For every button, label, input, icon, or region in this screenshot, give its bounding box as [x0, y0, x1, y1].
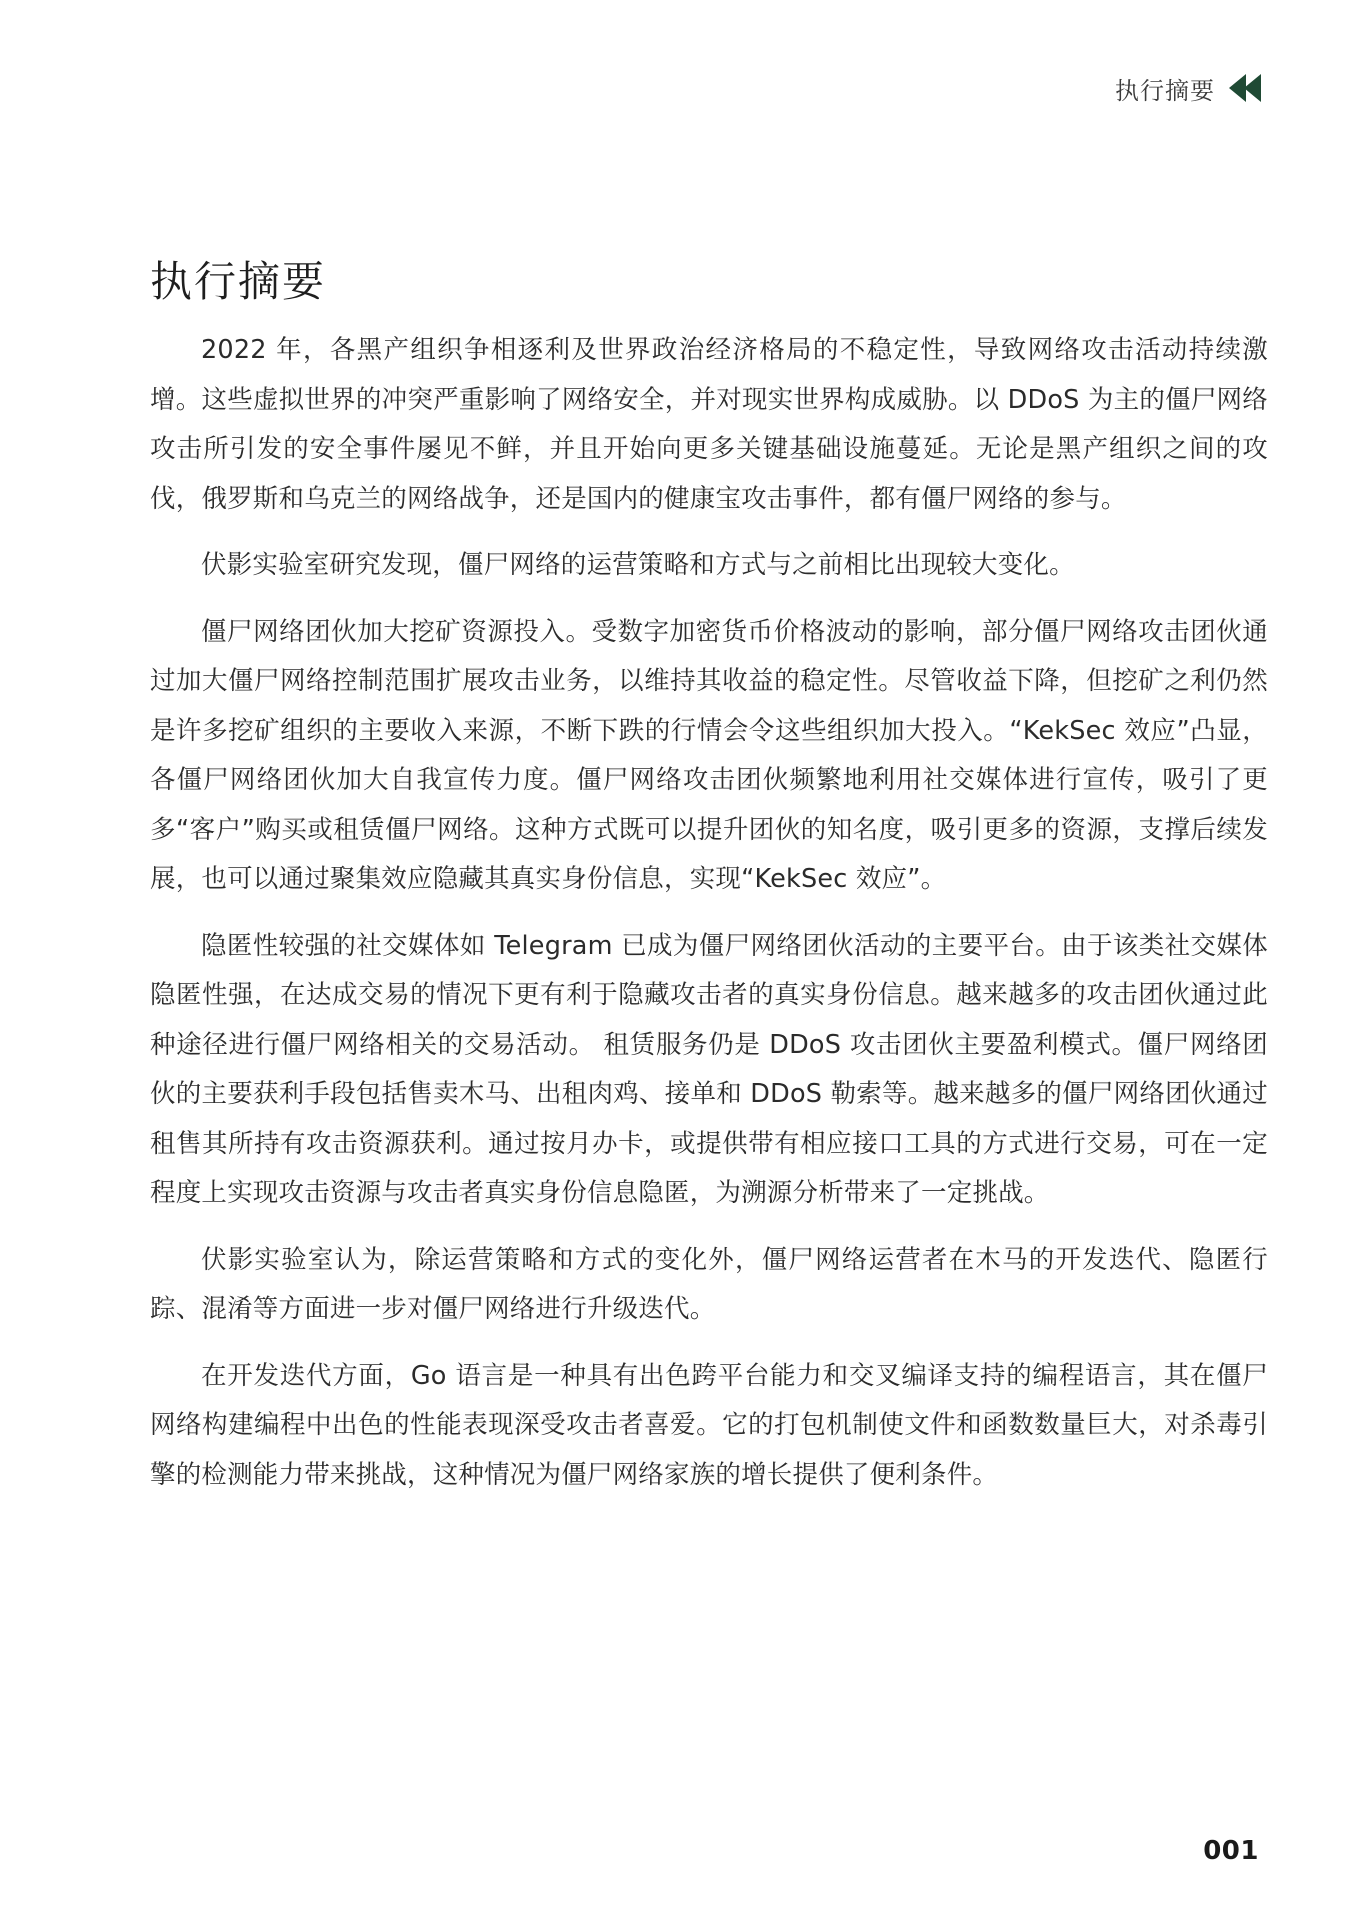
running-header-title: 执行摘要 — [1115, 76, 1215, 105]
paragraph-1: 2022 年，各黑产组织争相逐利及世界政治经济格局的不稳定性，导致网络攻击活动持续激增。这些虚拟世界的冲突严重影响了网络安全，并对现实世界构成威胁。以 DDoS 为主的僵尸网络攻击所引发的安全事件屡见不鲜，并且开始向更多关键基础设施蔓延。无论是黑产组织之间的攻伐，俄罗斯和乌克兰的网络战争，还是国内的健康宝攻击事件，都有僵尸网络的参与。 — [150, 335, 1268, 514]
double-chevron-left-icon — [1229, 73, 1265, 103]
paragraph-3: 僵尸网络团伙加大挖矿资源投入。受数字加密货币价格波动的影响，部分僵尸网络攻击团伙通过加大僵尸网络控制范围扩展攻击业务，以维持其收益的稳定性。尽管收益下降，但挖矿之利仍然是许多挖矿组织的主要收入来源，不断下跌的行情会令这些组织加大投入。“KekSec 效应”凸显，各僵尸网络团伙加大自我宣传力度。僵尸网络攻击团伙频繁地利用社交媒体进行宣传，吸引了更多“客户”购买或租赁僵尸网络。这种方式既可以提升团伙的知名度，吸引更多的资源，支撑后续发展，也可以通过聚集效应隐藏其真实身份信息，实现“KekSec 效应”。 — [150, 616, 1268, 894]
running-header — [1115, 70, 1265, 106]
page-title: 执行摘要 — [150, 257, 327, 306]
page-number: 001 — [1203, 1836, 1259, 1866]
paragraph-6: 在开发迭代方面，Go 语言是一种具有出色跨平台能力和交叉编译支持的编程语言，其在僵尸网络构建编程中出色的性能表现深受攻击者喜爱。它的打包机制使文件和函数数量巨大，对杀毒引擎的检测能力带来挑战，这种情况为僵尸网络家族的增长提供了便利条件。 — [150, 1360, 1268, 1490]
paragraph-5: 伏影实验室认为，除运营策略和方式的变化外，僵尸网络运营者在木马的开发迭代、隐匿行踪、混淆等方面进一步对僵尸网络进行升级迭代。 — [150, 1244, 1268, 1324]
paragraph-4: 隐匿性较强的社交媒体如 Telegram 已成为僵尸网络团伙活动的主要平台。由于该类社交媒体隐匿性强，在达成交易的情况下更有利于隐藏攻击者的真实身份信息。越来越多的攻击团伙通过此种途径进行僵尸网络相关的交易活动。 租赁服务仍是 DDoS 攻击团伙主要盈利模式。僵尸网络团伙的主要获利手段包括售卖木马、出租肉鸡、接单和 DDoS 勒索等。越来越多的僵尸网络团伙通过租售其所持有攻击资源获利。通过按月办卡，或提供带有相应接口工具的方式进行交易，可在一定程度上实现攻击资源与攻击者真实身份信息隐匿，为溯源分析带来了一定挑战。 — [150, 930, 1268, 1208]
body-text — [150, 326, 1268, 1517]
paragraph-2: 伏影实验室研究发现，僵尸网络的运营策略和方式与之前相比出现较大变化。 — [201, 550, 1075, 580]
